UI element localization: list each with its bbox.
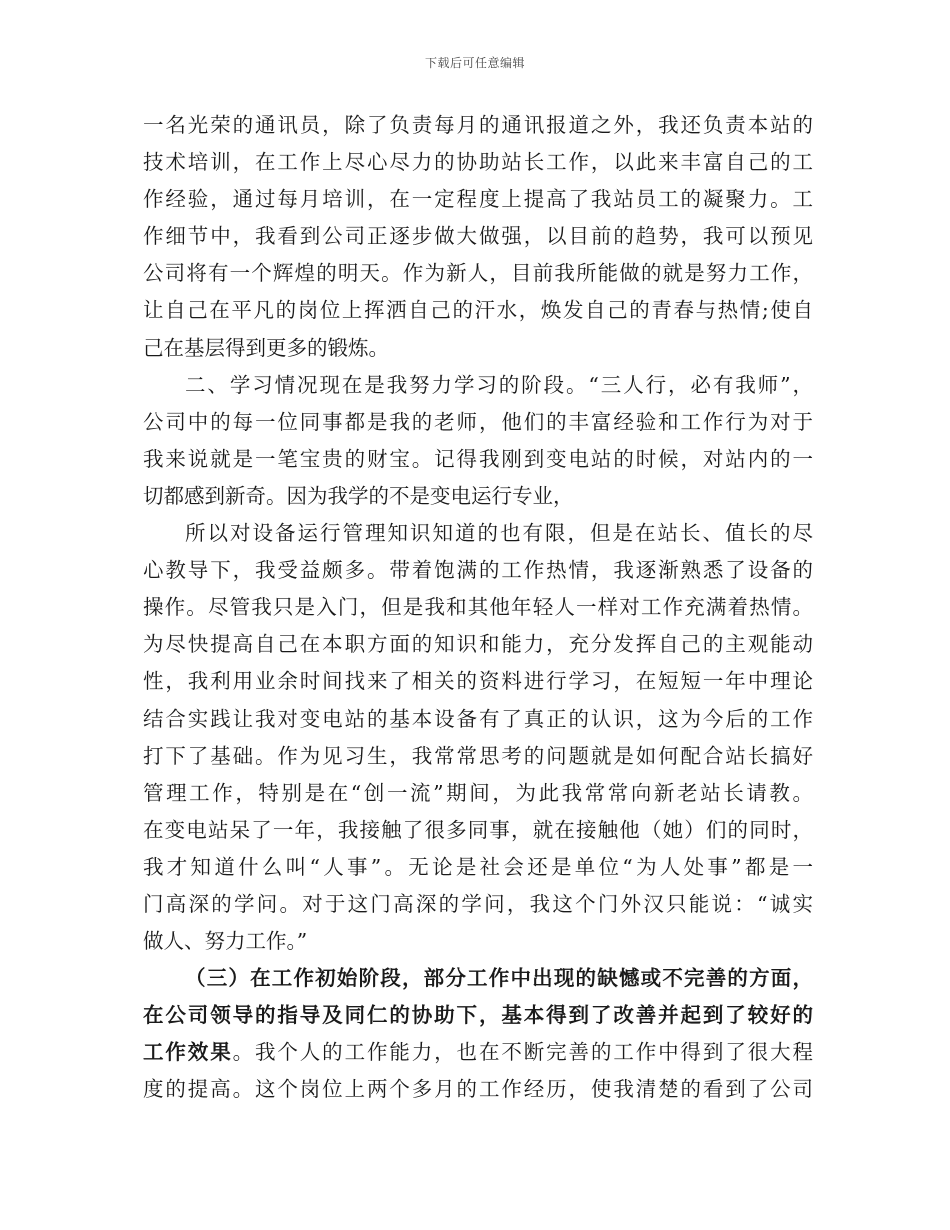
text-line: 己在基层得到更多的锻炼。 — [143, 335, 389, 360]
bold-heading-line: （三）在工作初始阶段，部分工作中出现的缺憾或不完善的方面， — [185, 966, 813, 991]
text-line: 让自己在平凡的岗位上挥洒自己的汗水，焕发自己的青春与热情;使自 — [143, 298, 813, 323]
text-line: 技术培训，在工作上尽心尽力的协助站长工作，以此来丰富自己的工 — [143, 150, 813, 175]
text-line: 度的提高。这个岗位上两个多月的工作经历，使我清楚的看到了公司 — [143, 1077, 813, 1102]
text-line: 在变电站呆了一年，我接触了很多同事，就在接触他（她）们的同时， — [143, 817, 813, 842]
text-line: 结合实践让我对变电站的基本设备有了真正的认识，这为今后的工作 — [143, 706, 813, 731]
text-line: 门高深的学问。对于这门高深的学问，我这个门外汉只能说：“诚实 — [143, 891, 813, 916]
text-line: 作细节中，我看到公司正逐步做大做强，以目前的趋势，我可以预见 — [143, 224, 813, 249]
bold-phrase: 工作效果 — [143, 1040, 233, 1065]
text-line: 为尽快提高自己在本职方面的知识和能力，充分发挥自己的主观能动 — [143, 632, 813, 657]
text-line: 做人、努力工作。” — [143, 929, 308, 954]
text-line: 管理工作，特别是在“创一流”期间，为此我常常向新老站长请教。 — [143, 780, 813, 805]
text-line: 心教导下，我受益颇多。带着饱满的工作热情，我逐渐熟悉了设备的 — [143, 558, 813, 583]
text-line: 打下了基础。作为见习生，我常常思考的问题就是如何配合站长搞好 — [143, 743, 813, 768]
text-line: 我才知道什么叫“人事”。无论是社会还是单位“为人处事”都是一 — [143, 854, 813, 879]
text-line: 公司将有一个辉煌的明天。作为新人，目前我所能做的就是努力工作， — [143, 261, 813, 286]
text-line: 性，我利用业余时间找来了相关的资料进行学习，在短短一年中理论 — [143, 669, 813, 694]
text-line: 操作。尽管我只是入门，但是我和其他年轻人一样对工作充满着热情。 — [143, 595, 813, 620]
document-body — [143, 107, 813, 1109]
text-line: 作经验，通过每月培训，在一定程度上提高了我站员工的凝聚力。工 — [143, 187, 813, 212]
mixed-text-line — [143, 1034, 813, 1071]
text-line: 一名光荣的通讯员，除了负责每月的通讯报道之外，我还负责本站的 — [143, 113, 813, 137]
text-line: 我来说就是一笔宝贵的财宝。记得我刚到变电站的时候，对站内的一 — [143, 446, 813, 471]
text-line: 切都感到新奇。因为我学的不是变电运行专业， — [143, 483, 574, 508]
paragraph-start-line: 所以对设备运行管理知识知道的也有限，但是在站长、值长的尽 — [185, 521, 813, 546]
page-header: 下载后可任意编辑 — [424, 56, 525, 70]
paragraph-start-line: 二、学习情况现在是我努力学习的阶段。“三人行，必有我师”， — [185, 372, 813, 397]
bold-heading-line: 在公司领导的指导及同仁的协助下，基本得到了改善并起到了较好的 — [143, 1003, 813, 1028]
text-line: 公司中的每一位同事都是我的老师，他们的丰富经验和工作行为对于 — [143, 409, 813, 434]
text-phrase: 。我个人的工作能力，也在不断完善的工作中得到了很大程 — [232, 1040, 814, 1065]
